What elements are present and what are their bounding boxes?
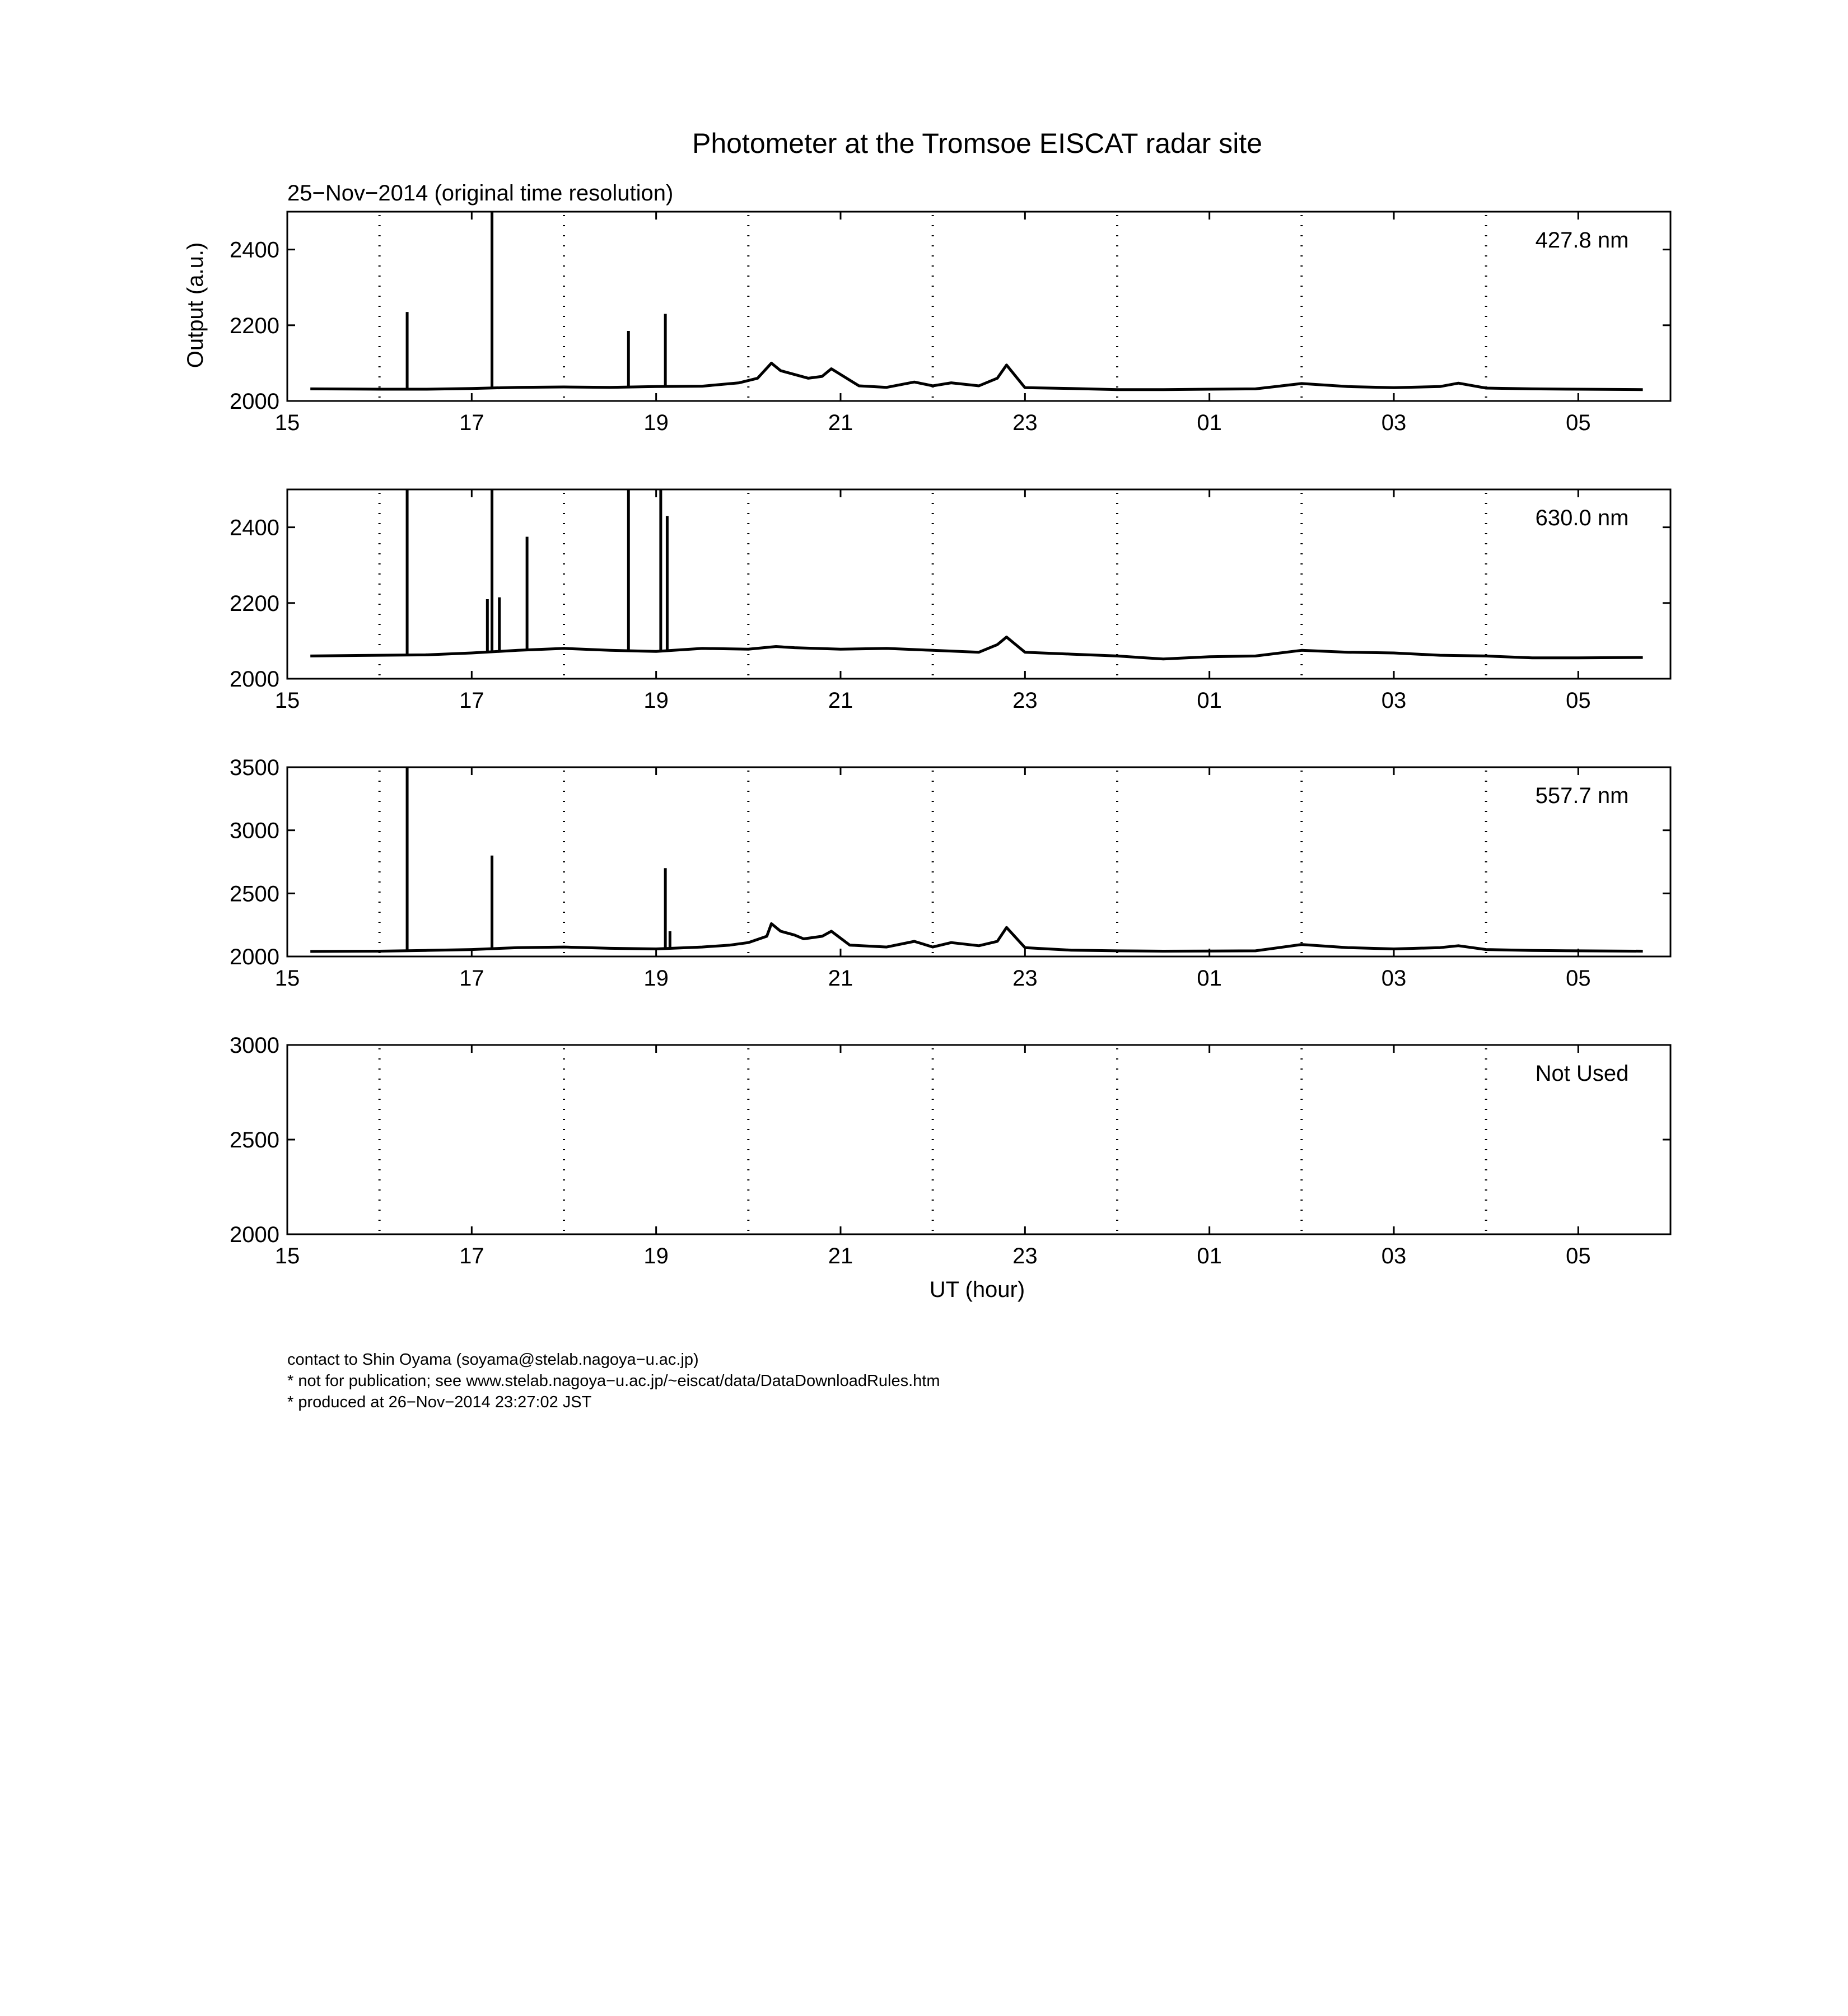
x-tick-label: 17 — [459, 966, 484, 991]
y-axis-label: Output (a.u.) — [183, 242, 208, 368]
x-tick-label: 19 — [643, 966, 669, 991]
x-tick-label: 15 — [274, 966, 300, 991]
y-tick-label: 2000 — [230, 667, 279, 692]
y-tick-label: 2200 — [230, 591, 279, 616]
plot-frame — [287, 1045, 1670, 1234]
x-tick-label: 19 — [643, 1244, 669, 1268]
y-tick-label: 3000 — [230, 818, 279, 843]
y-tick-label: 2000 — [230, 1222, 279, 1247]
y-tick-label: 2200 — [230, 313, 279, 338]
chart-subtitle: 25−Nov−2014 (original time resolution) — [287, 181, 674, 206]
y-tick-label: 2400 — [230, 237, 279, 263]
x-tick-label: 15 — [274, 410, 300, 435]
x-tick-label: 19 — [643, 688, 669, 713]
x-tick-label: 15 — [274, 688, 300, 713]
x-tick-label: 17 — [459, 1244, 484, 1268]
series-line — [310, 363, 1642, 389]
channel-label: 427.8 nm — [1535, 228, 1629, 253]
footer-produced: * produced at 26−Nov−2014 23:27:02 JST — [287, 1393, 592, 1411]
x-tick-label: 01 — [1197, 1244, 1222, 1268]
x-tick-label: 01 — [1197, 966, 1222, 991]
y-tick-label: 2000 — [230, 945, 279, 969]
x-tick-label: 03 — [1381, 966, 1407, 991]
x-tick-label: 15 — [274, 1244, 300, 1268]
channel-label: 557.7 nm — [1535, 783, 1629, 808]
y-tick-label: 2500 — [230, 881, 279, 907]
x-tick-label: 03 — [1381, 410, 1407, 435]
channel-label: Not Used — [1535, 1061, 1629, 1086]
x-tick-label: 17 — [459, 410, 484, 435]
panel-4 — [230, 1033, 1670, 1268]
x-tick-label: 23 — [1012, 410, 1038, 435]
x-tick-label: 05 — [1566, 410, 1591, 435]
y-tick-label: 2400 — [230, 515, 279, 540]
x-tick-label: 23 — [1012, 688, 1038, 713]
chart-title: Photometer at the Tromsoe EISCAT radar site — [692, 128, 1263, 159]
x-tick-label: 05 — [1566, 688, 1591, 713]
x-axis-label: UT (hour) — [929, 1277, 1025, 1302]
x-tick-label: 03 — [1381, 688, 1407, 713]
x-tick-label: 23 — [1012, 1244, 1038, 1268]
x-tick-label: 23 — [1012, 966, 1038, 991]
x-tick-label: 21 — [828, 1244, 853, 1268]
x-tick-label: 19 — [643, 410, 669, 435]
series-line — [310, 637, 1642, 659]
x-tick-label: 01 — [1197, 410, 1222, 435]
x-tick-label: 21 — [828, 688, 853, 713]
x-tick-label: 05 — [1566, 966, 1591, 991]
channel-label: 630.0 nm — [1535, 506, 1629, 530]
y-tick-label: 2000 — [230, 389, 279, 414]
x-tick-label: 05 — [1566, 1244, 1591, 1268]
footer-contact: contact to Shin Oyama (soyama@stelab.nagoya−u.ac.jp) — [287, 1351, 699, 1369]
panel-3 — [230, 755, 1670, 991]
plot-frame — [287, 767, 1670, 956]
panel-2 — [230, 489, 1670, 713]
y-tick-label: 2500 — [230, 1128, 279, 1152]
x-tick-label: 21 — [828, 966, 853, 991]
series-line — [310, 923, 1642, 951]
footer-notice: * not for publication; see www.stelab.nagoya−u.ac.jp/~eiscat/data/DataDownloadRules.htm — [287, 1372, 940, 1390]
x-tick-label: 21 — [828, 410, 853, 435]
panels-group — [230, 212, 1670, 1268]
x-tick-label: 17 — [459, 688, 484, 713]
plot-frame — [287, 212, 1670, 401]
x-tick-label: 01 — [1197, 688, 1222, 713]
y-tick-label: 3000 — [230, 1033, 279, 1058]
panel-1 — [230, 212, 1670, 435]
x-tick-label: 03 — [1381, 1244, 1407, 1268]
y-tick-label: 3500 — [230, 755, 279, 780]
